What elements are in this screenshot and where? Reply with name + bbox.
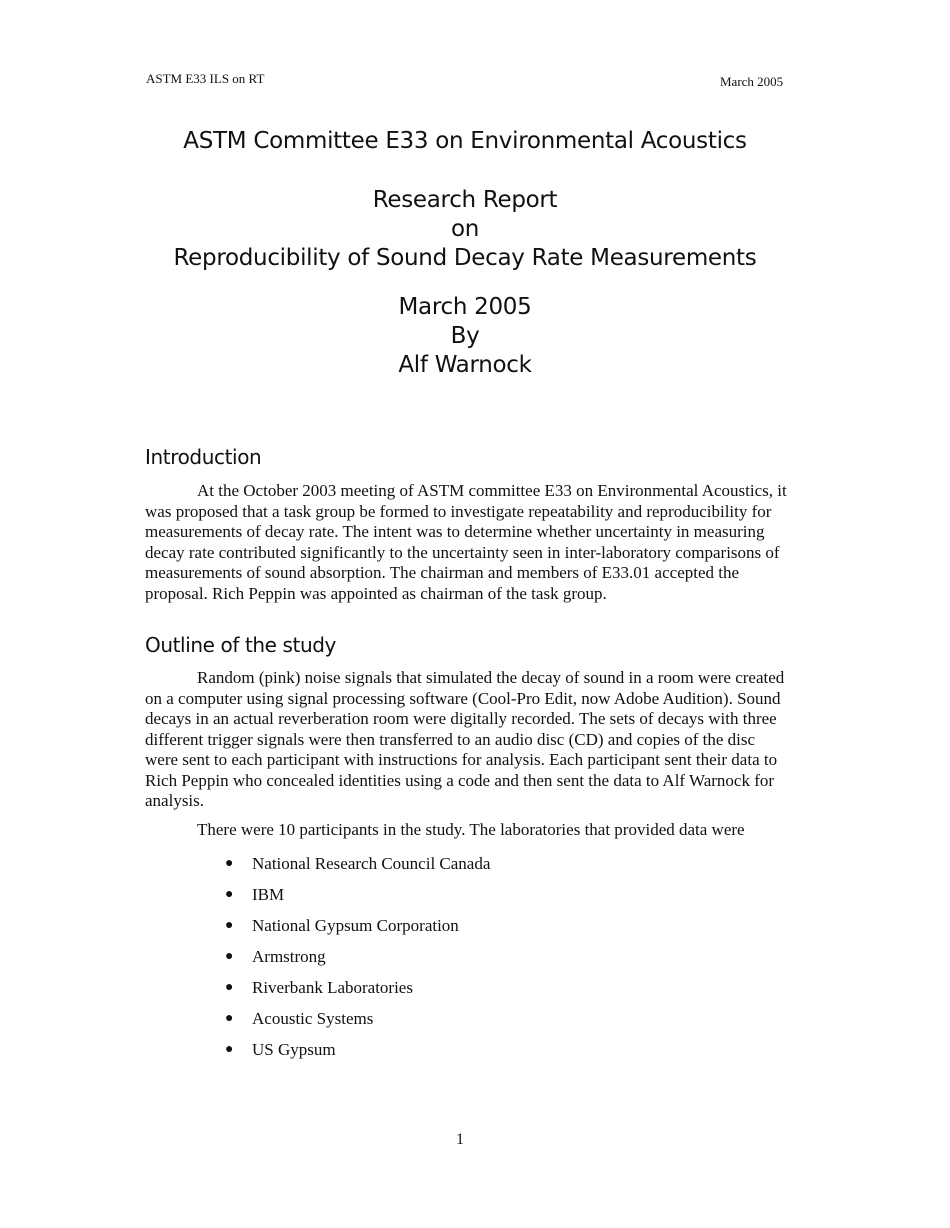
laboratory-name: US Gypsum — [252, 1039, 336, 1059]
bullet-icon: ● — [225, 886, 234, 902]
report-title-line-2: on — [450, 216, 480, 242]
list-item — [222, 910, 490, 941]
bullet-icon: ● — [225, 917, 234, 933]
report-title-line-3: Reproducibility of Sound Decay Rate Measurements — [173, 245, 757, 271]
participants-paragraph: There were 10 participants in the study. The laboratories that provided data were — [197, 820, 745, 839]
committee-title: ASTM Committee E33 on Environmental Acoustics — [183, 128, 747, 154]
list-item — [222, 1034, 490, 1065]
report-date: March 2005 — [398, 294, 532, 320]
laboratory-name: IBM — [252, 884, 285, 904]
laboratory-name: Armstrong — [252, 946, 326, 966]
list-item — [222, 972, 490, 1003]
laboratory-name: Acoustic Systems — [252, 1008, 374, 1028]
laboratory-list — [222, 848, 490, 1065]
report-title-line-1: Research Report — [372, 187, 558, 213]
bullet-icon: ● — [225, 1010, 234, 1026]
bullet-icon: ● — [225, 979, 234, 995]
page-number: 1 — [456, 1131, 464, 1148]
by-label: By — [450, 323, 480, 349]
laboratory-name: National Gypsum Corporation — [252, 915, 459, 935]
list-item — [222, 941, 490, 972]
bullet-icon: ● — [225, 1041, 234, 1057]
introduction-heading: Introduction — [145, 445, 262, 469]
list-item — [222, 848, 490, 879]
running-header-left: ASTM E33 ILS on RT — [146, 71, 265, 86]
outline-heading: Outline of the study — [145, 633, 336, 657]
running-header-right: March 2005 — [720, 74, 784, 89]
outline-paragraph: Random (pink) noise signals that simulated the decay of sound in a room were created on a computer using signal processing software (Cool-Pro Edit, now Adobe Audition). Sound decays in an actual reverberation room were digitally recorded. The sets of decays with three different trigger signals were then transferred to an audio disc (CD) and copies of the disc were sent to each participant with instructions for analysis. Each participant sent their data to Rich Peppin who concealed identities using a code and then sent the data to Alf Warnock for analysis. — [145, 668, 785, 810]
laboratory-name: National Research Council Canada — [252, 853, 491, 873]
list-item — [222, 879, 490, 910]
bullet-icon: ● — [225, 948, 234, 964]
laboratory-name: Riverbank Laboratories — [252, 977, 413, 997]
list-item — [222, 1003, 490, 1034]
author-name: Alf Warnock — [398, 352, 532, 378]
date-author-block — [0, 293, 930, 380]
report-title — [0, 186, 930, 273]
introduction-paragraph: At the October 2003 meeting of ASTM committee E33 on Environmental Acoustics, it was proposed that a task group be formed to investigate repeatability and reproducibility for measurements of decay rate. The intent was to determine whether uncertainty in measuring decay rate contributed significantly to the uncertainty seen in inter-laboratory comparisons of measurements of sound absorption. The chairman and members of E33.01 accepted the proposal. Rich Peppin was appointed as chairman of the task group. — [145, 481, 787, 603]
bullet-icon: ● — [225, 855, 234, 871]
